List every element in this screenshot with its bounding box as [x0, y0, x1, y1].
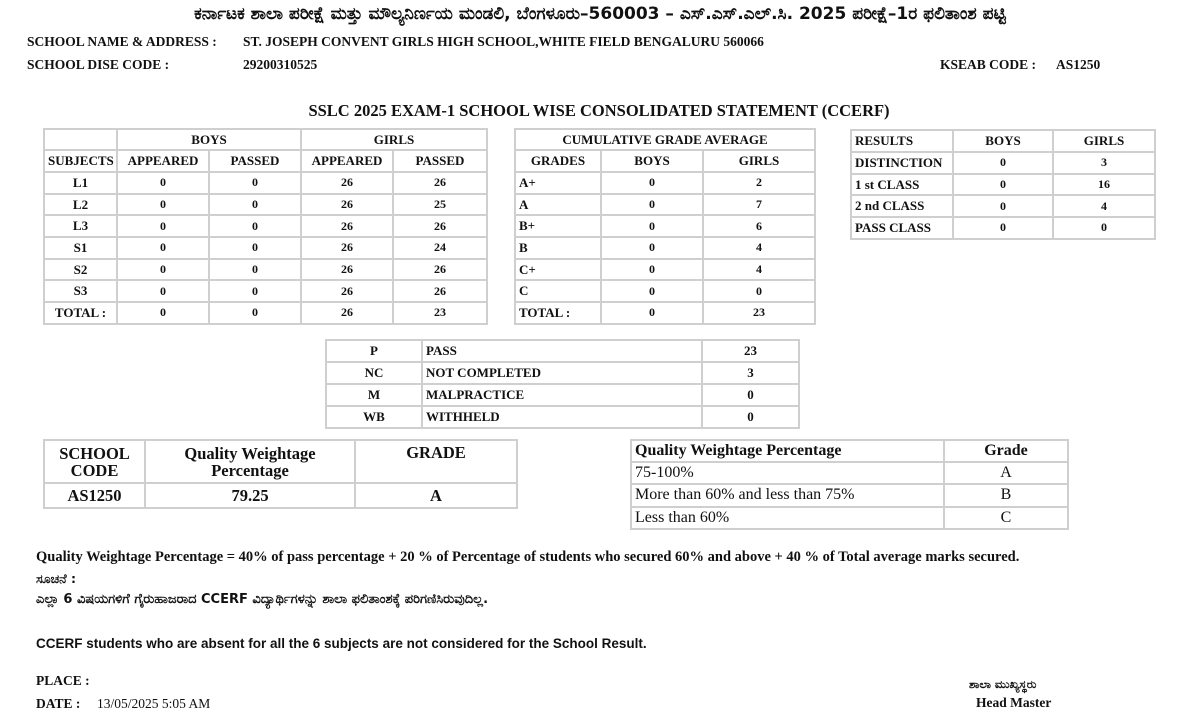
table-cell: 0: [953, 217, 1053, 239]
status-code-cell: NC: [326, 362, 422, 384]
table-cell: 0: [601, 215, 703, 237]
status-count-cell: 23: [702, 340, 799, 362]
table-cell: 26: [301, 259, 393, 281]
total-label: TOTAL :: [515, 302, 601, 324]
table-row: [515, 280, 815, 302]
table-cell: 0: [601, 194, 703, 216]
table-row: [851, 217, 1155, 239]
table-cell: 25: [393, 194, 487, 216]
range-cell: 75-100%: [631, 462, 944, 484]
table-row: [44, 259, 487, 281]
table-cell: 0: [1053, 217, 1155, 239]
note-label: ಸೂಚನೆ :: [36, 571, 76, 586]
table-cell: 26: [393, 172, 487, 194]
date-label: DATE :: [36, 696, 81, 711]
table-cell: 0: [117, 259, 209, 281]
table-cell: 4: [1053, 195, 1155, 217]
table-cell: 0: [953, 152, 1053, 174]
table-cell: 0: [209, 259, 301, 281]
table-cell: 26: [301, 237, 393, 259]
result-class-cell: DISTINCTION: [851, 152, 953, 174]
school-name-value: ST. JOSEPH CONVENT GIRLS HIGH SCHOOL,WHITE FIELD BENGALURU 560066: [243, 34, 764, 49]
quality-scale-table: [630, 439, 1069, 530]
column-header: BOYS: [953, 130, 1053, 152]
table-row: [44, 172, 487, 194]
table-cell: 26: [301, 215, 393, 237]
status-label-cell: PASS: [422, 340, 702, 362]
total-row: [44, 302, 487, 324]
boys-group-header: BOYS: [117, 129, 301, 150]
table-row: [631, 507, 1068, 529]
table-cell: 0: [209, 194, 301, 216]
status-code-cell: P: [326, 340, 422, 362]
kseab-code-value: AS1250: [1056, 57, 1101, 72]
table-row: [326, 362, 799, 384]
column-header: Grade: [944, 440, 1068, 462]
table-row: [326, 384, 799, 406]
table-row: [851, 174, 1155, 196]
column-header: SCHOOL CODE: [44, 440, 145, 483]
status-code-cell: M: [326, 384, 422, 406]
table-cell: 6: [703, 215, 815, 237]
grade-cell: C: [944, 507, 1068, 529]
table-cell: 26: [301, 194, 393, 216]
table-cell: 0: [117, 215, 209, 237]
kseab-code-label: KSEAB CODE :: [940, 57, 1037, 72]
note-text-kannada: ಎಲ್ಲಾ 6 ವಿಷಯಗಳಿಗೆ ಗೈರುಹಾಜರಾದ CCERF ವಿದ್ಯಾರ್ಥಿಗಳನ್ನು ಶಾಲಾ ಫಲಿತಾಂಶಕ್ಕೆ ಪರಿಗಣಿಸಿರುವುದಿಲ್ಲ.: [36, 592, 489, 607]
table-cell: 2: [703, 172, 815, 194]
school-code-value: AS1250: [44, 483, 145, 508]
quality-percentage-value: 79.25: [145, 483, 355, 508]
table-row: [515, 237, 815, 259]
subject-cell: S2: [44, 259, 117, 281]
table-cell: 0: [703, 280, 815, 302]
quality-formula-text: Quality Weightage Percentage = 40% of pass percentage + 20 % of Percentage of students who secured 60% and above + 40 % of Total average marks secured.: [36, 549, 1020, 565]
table-cell: 0: [601, 280, 703, 302]
column-header: SUBJECTS: [44, 150, 117, 172]
table-cell: 0: [209, 215, 301, 237]
table-cell: 0: [953, 195, 1053, 217]
table-cell: 0: [209, 172, 301, 194]
grade-table-title: CUMULATIVE GRADE AVERAGE: [515, 129, 815, 150]
table-cell: 26: [393, 259, 487, 281]
column-header: GIRLS: [1053, 130, 1155, 152]
column-header: Quality Weightage Percentage: [145, 440, 355, 483]
range-cell: Less than 60%: [631, 507, 944, 529]
column-header: PASSED: [209, 150, 301, 172]
table-cell: 3: [1053, 152, 1155, 174]
table-row: [515, 172, 815, 194]
table-cell: 0: [117, 280, 209, 302]
table-cell: 0: [209, 302, 301, 324]
result-class-cell: 1 st CLASS: [851, 174, 953, 196]
table-cell: 0: [117, 172, 209, 194]
status-count-cell: 3: [702, 362, 799, 384]
table-cell: 26: [393, 215, 487, 237]
grade-value: A: [355, 483, 517, 508]
subject-cell: L2: [44, 194, 117, 216]
table-cell: 0: [601, 237, 703, 259]
result-class-cell: 2 nd CLASS: [851, 195, 953, 217]
table-cell: 0: [601, 302, 703, 324]
table-cell: 4: [703, 237, 815, 259]
table-cell: 26: [301, 172, 393, 194]
school-name-label: SCHOOL NAME & ADDRESS :: [27, 34, 217, 49]
subject-cell: S3: [44, 280, 117, 302]
table-cell: 0: [209, 280, 301, 302]
table-cell: 24: [393, 237, 487, 259]
results-table: [850, 129, 1156, 240]
status-count-cell: 0: [702, 384, 799, 406]
status-count-cell: 0: [702, 406, 799, 428]
grade-average-table: [514, 128, 816, 325]
status-label-cell: MALPRACTICE: [422, 384, 702, 406]
status-table: [325, 339, 800, 429]
subjects-table: [43, 128, 488, 325]
board-title: ಕರ್ನಾಟಕ ಶಾಲಾ ಪರೀಕ್ಷೆ ಮತ್ತು ಮೌಲ್ಯನಿರ್ಣಯ ಮಂಡಲಿ, ಬೆಂಗಳೂರು–560003 – ಎಸ್.ಎಸ್.ಎಲ್.ಸಿ. 2025 ಪರೀಕ್ಷೆ–1ರ ಫಲಿತಾಂಶ ಪಟ್ಟಿ: [194, 4, 1006, 24]
place-label: PLACE :: [36, 673, 90, 688]
dise-code-value: 29200310525: [243, 57, 318, 72]
result-class-cell: PASS CLASS: [851, 217, 953, 239]
empty-cell: [44, 129, 117, 150]
table-row: [326, 340, 799, 362]
grade-cell: A: [515, 194, 601, 216]
table-cell: 16: [1053, 174, 1155, 196]
dise-code-label: SCHOOL DISE CODE :: [27, 57, 170, 72]
table-row: [44, 194, 487, 216]
table-row: [631, 484, 1068, 506]
grade-cell: A+: [515, 172, 601, 194]
subject-cell: L3: [44, 215, 117, 237]
column-header: RESULTS: [851, 130, 953, 152]
table-row: [515, 215, 815, 237]
head-master-kannada: ಶಾಲಾ ಮುಖ್ಯಸ್ಥರು: [969, 677, 1037, 691]
subject-cell: S1: [44, 237, 117, 259]
table-row: [326, 406, 799, 428]
column-header: GRADE: [355, 440, 517, 483]
status-label-cell: WITHHELD: [422, 406, 702, 428]
status-code-cell: WB: [326, 406, 422, 428]
table-cell: 23: [703, 302, 815, 324]
table-cell: 0: [117, 302, 209, 324]
total-label: TOTAL :: [44, 302, 117, 324]
statement-title: SSLC 2025 EXAM-1 SCHOOL WISE CONSOLIDATED STATEMENT (CCERF): [308, 101, 890, 120]
table-cell: 0: [209, 237, 301, 259]
table-cell: 0: [601, 172, 703, 194]
column-header: PASSED: [393, 150, 487, 172]
column-header: BOYS: [601, 150, 703, 172]
grade-cell: B: [515, 237, 601, 259]
grade-cell: B+: [515, 215, 601, 237]
girls-group-header: GIRLS: [301, 129, 487, 150]
table-cell: 0: [117, 237, 209, 259]
table-row: [631, 462, 1068, 484]
table-cell: 7: [703, 194, 815, 216]
range-cell: More than 60% and less than 75%: [631, 484, 944, 506]
column-header: GIRLS: [703, 150, 815, 172]
table-cell: 0: [953, 174, 1053, 196]
table-cell: 26: [301, 280, 393, 302]
head-master-label: Head Master: [976, 695, 1052, 710]
note-text-english: CCERF students who are absent for all the 6 subjects are not considered for the School Result.: [36, 636, 647, 651]
column-header: Quality Weightage Percentage: [631, 440, 944, 462]
table-row: [515, 259, 815, 281]
column-header: APPEARED: [117, 150, 209, 172]
total-row: [515, 302, 815, 324]
grade-cell: C+: [515, 259, 601, 281]
table-cell: 0: [117, 194, 209, 216]
table-row: [515, 194, 815, 216]
column-header: GRADES: [515, 150, 601, 172]
table-cell: 0: [601, 259, 703, 281]
column-header: APPEARED: [301, 150, 393, 172]
table-row: [44, 215, 487, 237]
subject-cell: L1: [44, 172, 117, 194]
table-cell: 26: [301, 302, 393, 324]
grade-cell: A: [944, 462, 1068, 484]
status-label-cell: NOT COMPLETED: [422, 362, 702, 384]
table-cell: 23: [393, 302, 487, 324]
table-row: [851, 152, 1155, 174]
grade-cell: C: [515, 280, 601, 302]
table-row: [44, 237, 487, 259]
table-row: [44, 483, 517, 508]
table-cell: 4: [703, 259, 815, 281]
date-value: 13/05/2025 5:05 AM: [97, 696, 211, 711]
quality-summary-table: [43, 439, 518, 509]
grade-cell: B: [944, 484, 1068, 506]
table-cell: 26: [393, 280, 487, 302]
table-row: [44, 280, 487, 302]
table-row: [851, 195, 1155, 217]
